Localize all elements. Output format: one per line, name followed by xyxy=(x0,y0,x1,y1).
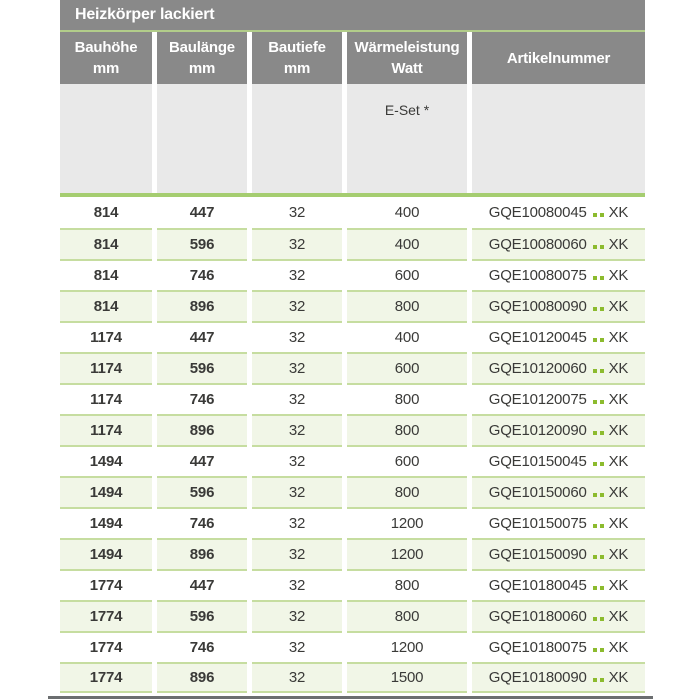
cell-bautiefe: 32 xyxy=(252,631,342,662)
green-dot-icon xyxy=(593,617,597,621)
cell-artikelnummer xyxy=(472,445,645,476)
table-row xyxy=(60,414,645,445)
column-header-label: Bauhöhe xyxy=(74,39,138,56)
table-row xyxy=(60,662,645,693)
green-dot-icon xyxy=(593,555,597,559)
green-dot-icon xyxy=(600,276,604,280)
artikel-code: GQE10180045 xyxy=(488,577,587,594)
cell-baulaenge: 596 xyxy=(157,352,247,383)
green-dot-icon xyxy=(593,276,597,280)
cell-waermeleistung: 800 xyxy=(347,569,467,600)
cell-waermeleistung: 1200 xyxy=(347,507,467,538)
cell-baulaenge: 896 xyxy=(157,662,247,693)
green-dot-icon xyxy=(600,400,604,404)
artikel-suffix: XK xyxy=(608,608,629,625)
cell-bautiefe: 32 xyxy=(252,383,342,414)
column-header-unit: mm xyxy=(188,60,216,77)
cell-bautiefe: 32 xyxy=(252,600,342,631)
cell-bauhoehe: 1774 xyxy=(60,569,152,600)
cell-artikelnummer xyxy=(472,507,645,538)
cell-artikelnummer xyxy=(472,259,645,290)
cell-bautiefe: 32 xyxy=(252,259,342,290)
table-row xyxy=(60,352,645,383)
artikel-suffix: XK xyxy=(608,329,629,346)
cell-bauhoehe: 1774 xyxy=(60,662,152,693)
cell-bauhoehe: 1774 xyxy=(60,631,152,662)
column-header-label: Artikelnummer xyxy=(506,49,611,67)
separator-dots-icon xyxy=(593,276,604,280)
separator-dots-icon xyxy=(593,400,604,404)
artikelnummer-text xyxy=(489,422,629,439)
cell-waermeleistung: 800 xyxy=(347,476,467,507)
green-dot-icon xyxy=(593,493,597,497)
artikel-code: GQE10120075 xyxy=(488,391,587,408)
cell-artikelnummer xyxy=(472,383,645,414)
artikel-code: GQE10120045 xyxy=(488,329,587,346)
green-dot-icon xyxy=(600,555,604,559)
column-header-bauhoehe xyxy=(60,32,152,84)
column-header-waermeleistung xyxy=(347,32,467,84)
artikelnummer-text xyxy=(489,577,629,594)
artikel-suffix: XK xyxy=(608,236,629,253)
cell-artikelnummer xyxy=(472,321,645,352)
table-row xyxy=(60,259,645,290)
cell-waermeleistung: 400 xyxy=(347,197,467,228)
artikel-code: GQE10180075 xyxy=(488,639,587,656)
artikelnummer-text xyxy=(489,298,629,315)
cell-bautiefe: 32 xyxy=(252,569,342,600)
cell-artikelnummer xyxy=(472,290,645,321)
artikel-code: GQE10150090 xyxy=(488,546,587,563)
cell-bautiefe: 32 xyxy=(252,228,342,259)
green-dot-icon xyxy=(593,648,597,652)
artikel-code: GQE10150060 xyxy=(488,484,587,501)
artikelnummer-text xyxy=(489,391,629,408)
subheader-row xyxy=(60,84,645,193)
cell-baulaenge: 746 xyxy=(157,507,247,538)
cell-bauhoehe: 1174 xyxy=(60,352,152,383)
subheader-cell xyxy=(472,84,645,193)
cell-baulaenge: 896 xyxy=(157,414,247,445)
green-dot-icon xyxy=(600,524,604,528)
cell-waermeleistung: 800 xyxy=(347,414,467,445)
table-row xyxy=(60,228,645,259)
green-dot-icon xyxy=(593,462,597,466)
artikel-suffix: XK xyxy=(608,639,629,656)
artikelnummer-text xyxy=(489,204,629,221)
cell-bauhoehe: 1174 xyxy=(60,383,152,414)
artikelnummer-text xyxy=(489,608,629,625)
cell-baulaenge: 746 xyxy=(157,383,247,414)
artikel-code: GQE10150075 xyxy=(488,515,587,532)
separator-dots-icon xyxy=(593,462,604,466)
separator-dots-icon xyxy=(593,493,604,497)
cell-baulaenge: 596 xyxy=(157,228,247,259)
artikel-code: GQE10080045 xyxy=(488,204,587,221)
artikel-suffix: XK xyxy=(608,391,629,408)
artikel-suffix: XK xyxy=(608,422,629,439)
cell-waermeleistung: 1200 xyxy=(347,631,467,662)
cell-bautiefe: 32 xyxy=(252,414,342,445)
cell-baulaenge: 896 xyxy=(157,538,247,569)
artikel-suffix: XK xyxy=(608,484,629,501)
table-title: Heizkörper lackiert xyxy=(60,0,645,30)
green-dot-icon xyxy=(593,213,597,217)
cell-waermeleistung: 600 xyxy=(347,445,467,476)
separator-dots-icon xyxy=(593,555,604,559)
green-dot-icon xyxy=(600,462,604,466)
cell-waermeleistung: 800 xyxy=(347,600,467,631)
green-dot-icon xyxy=(593,400,597,404)
green-dot-icon xyxy=(600,431,604,435)
column-header-unit: mm xyxy=(92,60,120,77)
green-dot-icon xyxy=(600,586,604,590)
artikelnummer-text xyxy=(489,484,629,501)
green-dot-icon xyxy=(593,431,597,435)
cell-baulaenge: 447 xyxy=(157,321,247,352)
green-dot-icon xyxy=(600,493,604,497)
separator-dots-icon xyxy=(593,617,604,621)
artikel-code: GQE10180060 xyxy=(488,608,587,625)
cell-baulaenge: 746 xyxy=(157,631,247,662)
cell-baulaenge: 447 xyxy=(157,197,247,228)
cell-artikelnummer xyxy=(472,197,645,228)
cell-baulaenge: 596 xyxy=(157,600,247,631)
artikel-suffix: XK xyxy=(608,515,629,532)
cell-bauhoehe: 814 xyxy=(60,290,152,321)
product-table xyxy=(60,0,645,693)
cell-bauhoehe: 814 xyxy=(60,228,152,259)
column-header-artikelnummer xyxy=(472,32,645,84)
subheader-cell-eset xyxy=(347,84,467,193)
artikelnummer-text xyxy=(489,267,629,284)
separator-dots-icon xyxy=(593,431,604,435)
cell-bautiefe: 32 xyxy=(252,352,342,383)
table-row xyxy=(60,197,645,228)
green-dot-icon xyxy=(593,678,597,682)
cell-baulaenge: 596 xyxy=(157,476,247,507)
cell-waermeleistung: 1500 xyxy=(347,662,467,693)
column-header-unit: mm xyxy=(283,60,311,77)
separator-dots-icon xyxy=(593,678,604,682)
cell-waermeleistung: 800 xyxy=(347,383,467,414)
artikelnummer-text xyxy=(489,236,629,253)
artikel-suffix: XK xyxy=(608,267,629,284)
green-dot-icon xyxy=(593,369,597,373)
table-row xyxy=(60,383,645,414)
subheader-cell xyxy=(252,84,342,193)
artikelnummer-text xyxy=(489,546,629,563)
cell-waermeleistung: 600 xyxy=(347,352,467,383)
green-dot-icon xyxy=(593,586,597,590)
subheader-cell xyxy=(157,84,247,193)
green-dot-icon xyxy=(600,338,604,342)
cell-baulaenge: 447 xyxy=(157,569,247,600)
table-row xyxy=(60,321,645,352)
cell-waermeleistung: 800 xyxy=(347,290,467,321)
cell-bauhoehe: 814 xyxy=(60,197,152,228)
cell-waermeleistung: 400 xyxy=(347,321,467,352)
cell-waermeleistung: 600 xyxy=(347,259,467,290)
subheader-cell xyxy=(60,84,152,193)
artikel-code: GQE10120060 xyxy=(488,360,587,377)
cell-artikelnummer xyxy=(472,600,645,631)
cell-bautiefe: 32 xyxy=(252,290,342,321)
green-dot-icon xyxy=(600,307,604,311)
separator-dots-icon xyxy=(593,307,604,311)
artikelnummer-text xyxy=(489,329,629,346)
artikel-suffix: XK xyxy=(608,360,629,377)
cell-waermeleistung: 400 xyxy=(347,228,467,259)
cell-bautiefe: 32 xyxy=(252,476,342,507)
artikelnummer-text xyxy=(489,669,629,686)
artikelnummer-text xyxy=(489,639,629,656)
green-dot-icon xyxy=(593,338,597,342)
green-dot-icon xyxy=(600,648,604,652)
green-dot-icon xyxy=(593,245,597,249)
table-row xyxy=(60,600,645,631)
artikelnummer-text xyxy=(489,515,629,532)
artikel-code: GQE10080060 xyxy=(488,236,587,253)
table-row xyxy=(60,445,645,476)
green-dot-icon xyxy=(593,524,597,528)
column-header-label: Baulänge xyxy=(169,39,235,56)
cell-baulaenge: 746 xyxy=(157,259,247,290)
cell-artikelnummer xyxy=(472,476,645,507)
cell-bauhoehe: 1174 xyxy=(60,321,152,352)
green-dot-icon xyxy=(600,678,604,682)
separator-dots-icon xyxy=(593,245,604,249)
cell-bauhoehe: 1774 xyxy=(60,600,152,631)
artikel-suffix: XK xyxy=(608,298,629,315)
eset-label: E-Set * xyxy=(384,102,430,118)
artikel-code: GQE10080090 xyxy=(488,298,587,315)
table-row xyxy=(60,569,645,600)
cell-bautiefe: 32 xyxy=(252,507,342,538)
cell-artikelnummer xyxy=(472,352,645,383)
cell-bautiefe: 32 xyxy=(252,197,342,228)
green-dot-icon xyxy=(600,245,604,249)
cell-baulaenge: 896 xyxy=(157,290,247,321)
column-header-label: Bautiefe xyxy=(268,39,326,56)
cell-bauhoehe: 1174 xyxy=(60,414,152,445)
column-header-bautiefe xyxy=(252,32,342,84)
green-dot-icon xyxy=(600,617,604,621)
column-header-baulaenge xyxy=(157,32,247,84)
table-row xyxy=(60,538,645,569)
column-header-label: Wärmeleistung xyxy=(354,39,460,56)
green-dot-icon xyxy=(600,369,604,373)
cell-artikelnummer xyxy=(472,569,645,600)
cell-artikelnummer xyxy=(472,228,645,259)
cell-bauhoehe: 1494 xyxy=(60,538,152,569)
separator-dots-icon xyxy=(593,338,604,342)
artikelnummer-text xyxy=(489,360,629,377)
table-row xyxy=(60,631,645,662)
separator-dots-icon xyxy=(593,524,604,528)
cell-artikelnummer xyxy=(472,414,645,445)
table-row xyxy=(60,476,645,507)
separator-dots-icon xyxy=(593,586,604,590)
green-dot-icon xyxy=(593,307,597,311)
cell-artikelnummer xyxy=(472,662,645,693)
table-row xyxy=(60,507,645,538)
artikel-code: GQE10180090 xyxy=(488,669,587,686)
cell-bautiefe: 32 xyxy=(252,321,342,352)
table-body xyxy=(60,197,645,693)
artikel-suffix: XK xyxy=(608,669,629,686)
separator-dots-icon xyxy=(593,648,604,652)
table-row xyxy=(60,290,645,321)
artikel-suffix: XK xyxy=(608,546,629,563)
cell-bautiefe: 32 xyxy=(252,662,342,693)
cell-bauhoehe: 1494 xyxy=(60,507,152,538)
artikel-suffix: XK xyxy=(608,577,629,594)
cell-baulaenge: 447 xyxy=(157,445,247,476)
artikel-code: GQE10150045 xyxy=(488,453,587,470)
cell-bauhoehe: 1494 xyxy=(60,476,152,507)
artikelnummer-text xyxy=(489,453,629,470)
cell-bautiefe: 32 xyxy=(252,538,342,569)
cell-bautiefe: 32 xyxy=(252,445,342,476)
column-header-unit: Watt xyxy=(391,60,423,77)
artikel-code: GQE10120090 xyxy=(488,422,587,439)
cell-artikelnummer xyxy=(472,631,645,662)
cell-waermeleistung: 1200 xyxy=(347,538,467,569)
column-header-row xyxy=(60,32,645,84)
green-dot-icon xyxy=(600,213,604,217)
separator-dots-icon xyxy=(593,369,604,373)
cell-bauhoehe: 1494 xyxy=(60,445,152,476)
cell-bauhoehe: 814 xyxy=(60,259,152,290)
separator-dots-icon xyxy=(593,213,604,217)
cell-artikelnummer xyxy=(472,538,645,569)
artikel-suffix: XK xyxy=(608,204,629,221)
artikel-code: GQE10080075 xyxy=(488,267,587,284)
artikel-suffix: XK xyxy=(608,453,629,470)
page-bottom-rule xyxy=(48,696,653,699)
